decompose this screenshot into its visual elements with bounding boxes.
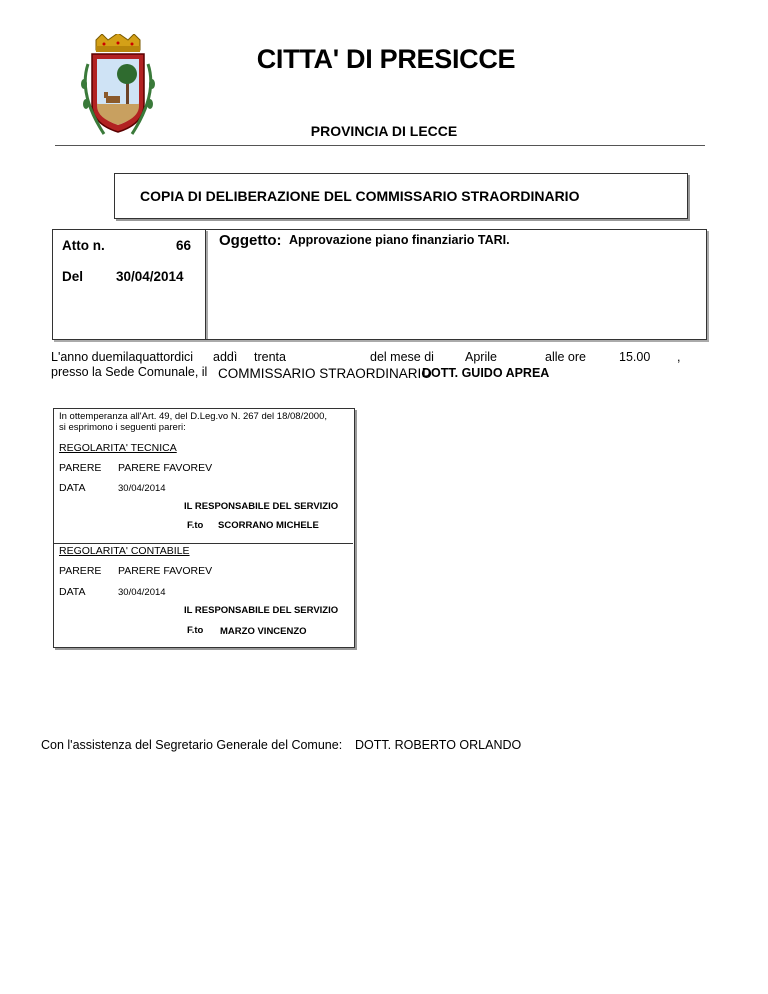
pareri-intro-1: In ottemperanza all'Art. 49, del D.Leg.vo N. 267 del 18/08/2000, (59, 411, 327, 422)
oggetto-text: Approvazione piano finanziario TARI. (289, 233, 510, 247)
contabile-data-label: DATA (59, 586, 86, 598)
city-title: CITTA' DI PRESICCE (256, 44, 516, 74)
preamble-mese: Aprile (465, 350, 497, 364)
tecnica-data: 30/04/2014 (118, 483, 166, 494)
assistenza-label: Con l'assistenza del Segretario Generale del Comune: (41, 738, 343, 752)
preamble-giorno: trenta (254, 350, 286, 364)
contabile-parere: PARERE FAVOREV (118, 565, 213, 577)
province-title: PROVINCIA DI LECCE (310, 123, 458, 139)
preamble-nome: DOTT. GUIDO APREA (422, 366, 550, 380)
preamble-organo: COMMISSARIO STRAORDINARIO (218, 366, 432, 381)
assistenza-nome: DOTT. ROBERTO ORLANDO (355, 738, 522, 752)
del-label: Del (62, 269, 84, 284)
contabile-firmatario: MARZO VINCENZO (220, 626, 307, 637)
atto-label: Atto n. (62, 238, 105, 253)
oggetto-label: Oggetto: (219, 232, 282, 249)
preamble-ore: 15.00 (619, 350, 651, 364)
tecnica-data-label: DATA (59, 482, 86, 494)
del-date: 30/04/2014 (116, 269, 184, 284)
preamble-addi: addì (213, 350, 238, 364)
atto-number: 66 (176, 238, 192, 253)
contabile-data: 30/04/2014 (118, 587, 166, 598)
header-rule (55, 145, 705, 146)
pareri-intro-2: si esprimono i seguenti pareri: (59, 422, 186, 433)
preamble-anno: L'anno duemilaquattordici (51, 350, 194, 364)
doc-type-title: COPIA DI DELIBERAZIONE DEL COMMISSARIO STRAORDINARIO (140, 188, 580, 204)
preamble-ore-label: alle ore (545, 350, 586, 364)
tecnica-heading: REGOLARITA' TECNICA (59, 442, 177, 454)
tecnica-parere: PARERE FAVOREV (118, 462, 213, 474)
preamble-comma: , (677, 350, 681, 364)
tecnica-responsabile: IL RESPONSABILE DEL SERVIZIO (184, 501, 339, 512)
contabile-parere-label: PARERE (59, 565, 102, 577)
pareri-divider (53, 543, 353, 544)
contabile-fto: F.to (187, 625, 204, 636)
contabile-heading: REGOLARITA' CONTABILE (59, 545, 190, 557)
tecnica-fto: F.to (187, 520, 204, 531)
tecnica-parere-label: PARERE (59, 462, 102, 474)
preamble-mese-label: del mese di (370, 350, 434, 364)
tecnica-firmatario: SCORRANO MICHELE (218, 520, 319, 531)
preamble-sede: presso la Sede Comunale, il (51, 365, 208, 379)
contabile-responsabile: IL RESPONSABILE DEL SERVIZIO (184, 605, 339, 616)
